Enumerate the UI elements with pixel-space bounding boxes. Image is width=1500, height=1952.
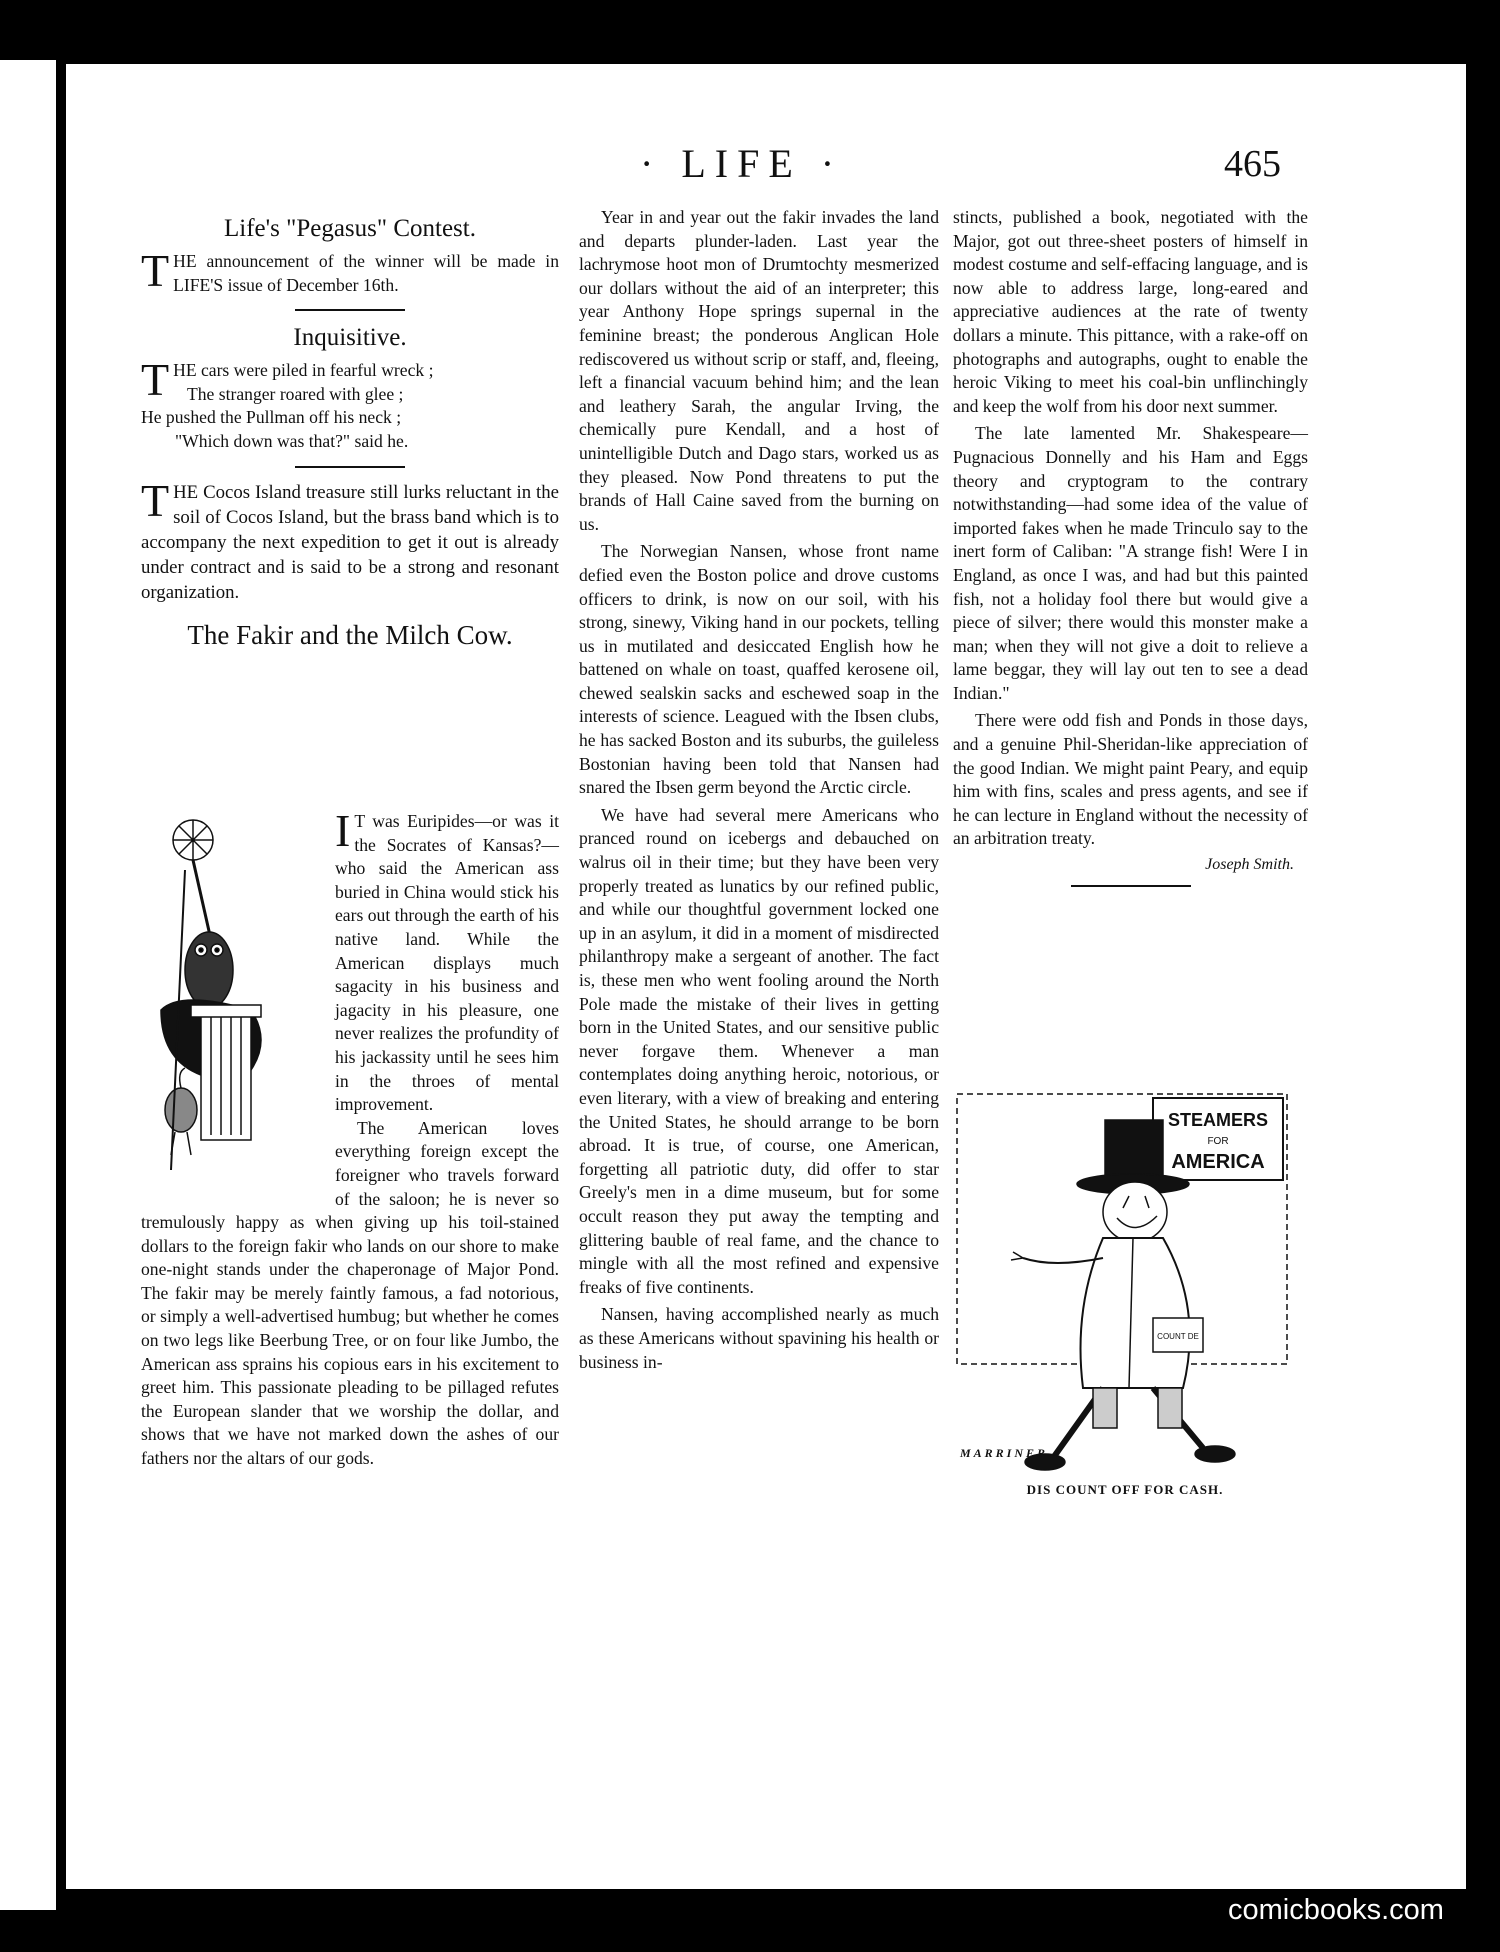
dropcap: T — [141, 474, 170, 526]
column-1 — [141, 206, 559, 659]
pegasus-body: THE announcement of the winner will be made in LIFE'S issue of December 16th. — [141, 245, 559, 296]
adjacent-page-edge — [0, 60, 56, 1910]
cartoon-caption: DIS COUNT OFF FOR CASH. — [1026, 1482, 1224, 1497]
column-2 — [579, 206, 939, 1374]
fakir-title: The Fakir and the Milch Cow. — [187, 619, 513, 650]
artist-signature: MARRINER — [960, 1446, 1049, 1460]
paragraph: The late lamented Mr. Shakespeare—Pugnacious Donnelly and his Ham and Eggs theory and cryptogram to the contrary notwithstanding—had some idea of the value of imported fakes when he made Trinculo say to the inert form of Caliban: "A strange fish! Were I in England, as once I was, and had but this painted fish, not a holiday fool there but would give a piece of silver; there would this monster make a man; when they will not give a doit to relieve a lame beggar, they will lay out ten to see a dead Indian." — [953, 423, 1308, 703]
dropcap: I — [335, 805, 351, 856]
paragraph: Year in and year out the fakir invades the land and departs plunder-laden. Last year the lachrymose hoot mon of Drumtochty mesmerized our dollars without the aid of an interpreter; this year Anthony Hope springs supernal in the feminine breast; the ponderous Anglican Hole rediscovered us without scrip or staff, and, fleeing, left a financial vacuum behind him; and the lean and leathery Sarah, the angular Irving, the chemically pure Kendall, and a host of unintelligible Dutch and Dago stars, worked us as they pleased. Now Pond threatens to put the brands of Hall Caine saved from the burning on us. — [579, 207, 939, 534]
paragraph: stincts, published a book, negotiated with the Major, got out three-sheet posters of himself in modest costume and self-effacing language, and is now able to address large, long-eared and appreciative audiences at the rate of twenty dollars a minute. This pittance, with a rake-off on photographs and autographs, ought to enable the heroic Viking to meet his coal-bin unflinchingly and keep the wolf from his door next summer. — [953, 207, 1308, 416]
count-cartoon-illustration — [953, 1088, 1293, 1478]
running-head: · LIFE · — [640, 141, 844, 186]
sign-line: AMERICA — [1171, 1151, 1265, 1173]
poem-line: The stranger roared with glee ; — [187, 383, 404, 404]
poem-line: "Which down was that?" said he. — [175, 430, 409, 451]
page-number: 465 — [1224, 143, 1281, 185]
dropcap: T — [141, 354, 170, 406]
cocos-paragraph: THE Cocos Island treasure still lurks reluctant in the soil of Cocos Island, but the brass band which is to accompany the next expedition to get it out is already under contract and is said to be a strong and resonant organization. — [141, 474, 559, 603]
author-signature: Joseph Smith. — [1205, 856, 1294, 874]
section-divider — [1071, 885, 1191, 887]
paragraph: There were odd fish and Ponds in those days, and a genuine Phil-Sheridan-like appreciation of the good Indian. We might paint Peary, and equip him with fins, scales and press agents, and see if he can lecture in England without the necessity of an arbitration treaty. — [953, 710, 1308, 849]
luggage-tag-text: COUNT DE — [1157, 1332, 1199, 1341]
poem-line: He pushed the Pullman off his neck ; — [141, 407, 402, 428]
fakir-article — [141, 805, 559, 1471]
paragraph: We have had several mere Americans who pranced round on icebergs and debauched on walrus oil in their time; but they have been very properly treated as lunatics by our refined public, and while our thoughtful government locked one up in an asylum, it did in a moment of misdirected philanthropy make a sergeant of another. The fact is, these men who went fooling around the North Pole made the mistake of their lives in getting born in the United States, and our sensitive public never forgave them. Whenever a man contemplates doing anything heroic, notorious, or even literary, with a view of breaking and entering the United States, he should arrange to be born abroad. It is true, of course, one American, forgetting all patriotic duty, did offer to star Greely's men in a dime museum, but for some occult reason they put away the tempting and glittering bauble of real fame, and the chance to mingle with all the most refined and expensive freaks of five continents. — [579, 804, 939, 1297]
column-3 — [953, 206, 1308, 899]
pegasus-title: Life's "Pegasus" Contest. — [224, 215, 476, 242]
section-divider — [295, 309, 405, 311]
paragraph: Nansen, having accomplished nearly as much as these Americans without spavining his health or business in- — [579, 1304, 939, 1372]
sign-line: FOR — [1207, 1136, 1229, 1147]
paragraph: The Norwegian Nansen, whose front name defied even the Boston police and drove customs officers to drink, is now on our soil, with his strong, sinewy, Viking hand in our pockets, telling us in mutilated and desiccated English how he battened on whale on toast, quaffed kerosene oil, chewed sealskin sacks and eschewed soap in the interests of science. Leagued with the Ibsen clubs, he has sacked Boston and its suburbs, the guileless Bostonian having been told that Nansen had snared the Ibsen germ beyond the Arctic circle. — [579, 541, 939, 798]
dropcap: T — [141, 245, 170, 296]
section-divider — [295, 466, 405, 468]
watermark: comicbooks.com — [1228, 1894, 1444, 1926]
owl-on-pedestal-illustration — [141, 810, 331, 1185]
inquisitive-title: Inquisitive. — [293, 324, 407, 352]
inquisitive-poem — [141, 354, 559, 453]
poem-line: HE cars were piled in fearful wreck ; — [173, 360, 434, 381]
fakir-paragraph: The American loves everything foreign except the foreigner who travels forward of the saloon; he is never so tremulously happy as when giving up his toil-stained dollars to the foreign fakir who lands on our shore to make one-night stands under the chaperonage of Major Pond. The fakir may be merely faintly famous, a fad notorious, or simply a well-advertised humbug; but whether he comes on two legs like Beerbung Tree, or on four like Jumbo, the American ass sprains his copious ears in his excitement to greet him. This passionate pleading to be pillaged refutes the European slander that we worship the dollar, and shows that we have not marked down the ashes of our fathers nor the altars of our gods. — [141, 1117, 559, 1469]
fakir-paragraph: I T was Euripides—or was it the Socrates of Kansas?—who said the American ass buried in China would stick his ears out through the earth of his native land. While the American displays much sagacity in his business and jagacity in his pleasure, one never realizes the profundity of his jackassity until he sees him in the throes of mental improvement. — [183, 810, 559, 1117]
sign-line: STEAMERS — [1167, 1110, 1269, 1130]
